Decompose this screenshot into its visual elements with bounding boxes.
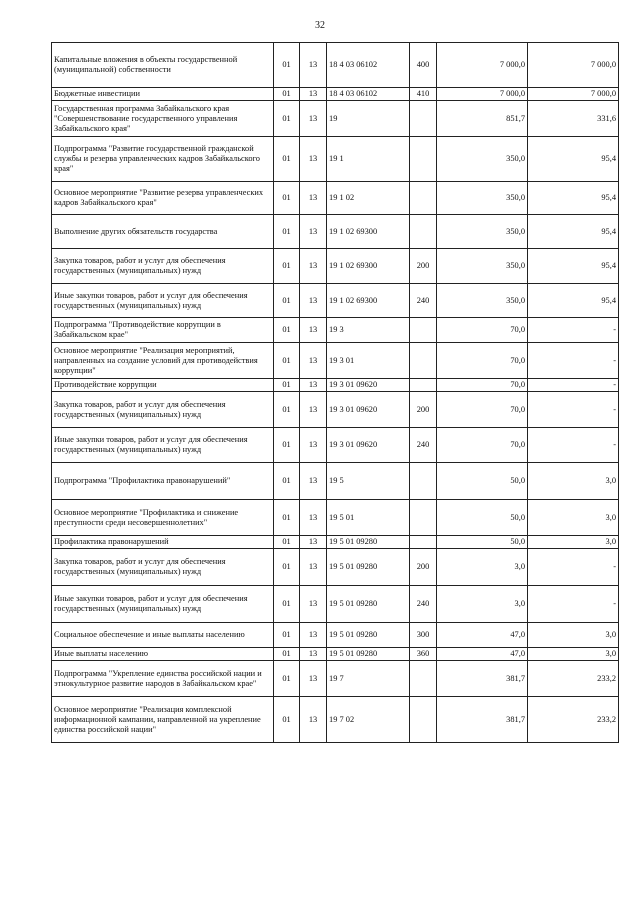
row-name: Основное мероприятие "Профилактика и снижение преступности среди несовершеннолетних" bbox=[52, 500, 274, 536]
row-name: Государственная программа Забайкальского края "Совершенствование государственного управления Забайкальского края" bbox=[52, 101, 274, 137]
row-subsection-code: 13 bbox=[300, 500, 327, 536]
row-sum-first: 381,7 bbox=[437, 661, 528, 697]
row-sum-second: 3,0 bbox=[528, 463, 619, 500]
row-sum-first: 70,0 bbox=[437, 318, 528, 343]
row-expense-type-code bbox=[410, 101, 437, 137]
row-subsection-code: 13 bbox=[300, 428, 327, 463]
row-subsection-code: 13 bbox=[300, 648, 327, 661]
row-section-code: 01 bbox=[274, 428, 300, 463]
row-section-code: 01 bbox=[274, 500, 300, 536]
table-row bbox=[52, 392, 619, 428]
row-expense-type-code bbox=[410, 215, 437, 249]
row-target-article-code: 19 7 bbox=[327, 661, 410, 697]
row-name: Бюджетные инвестиции bbox=[52, 88, 274, 101]
row-section-code: 01 bbox=[274, 648, 300, 661]
row-sum-first: 70,0 bbox=[437, 392, 528, 428]
row-sum-second: 233,2 bbox=[528, 697, 619, 743]
row-sum-first: 70,0 bbox=[437, 428, 528, 463]
row-expense-type-code: 300 bbox=[410, 623, 437, 648]
row-section-code: 01 bbox=[274, 284, 300, 318]
row-sum-first: 3,0 bbox=[437, 586, 528, 623]
row-name: Основное мероприятие "Реализация мероприятий, направленных на создание условий для противодействия коррупции" bbox=[52, 343, 274, 379]
row-name: Капитальные вложения в объекты государственной (муниципальной) собственности bbox=[52, 43, 274, 88]
table-row bbox=[52, 137, 619, 182]
row-target-article-code: 19 3 01 bbox=[327, 343, 410, 379]
row-subsection-code: 13 bbox=[300, 101, 327, 137]
row-subsection-code: 13 bbox=[300, 623, 327, 648]
row-subsection-code: 13 bbox=[300, 536, 327, 549]
row-sum-second: - bbox=[528, 428, 619, 463]
row-target-article-code: 19 5 01 09280 bbox=[327, 623, 410, 648]
row-expense-type-code: 200 bbox=[410, 392, 437, 428]
table-row bbox=[52, 586, 619, 623]
row-name: Подпрограмма "Противодействие коррупции в Забайкальском крае" bbox=[52, 318, 274, 343]
row-expense-type-code: 240 bbox=[410, 284, 437, 318]
table-row bbox=[52, 249, 619, 284]
row-sum-second: 3,0 bbox=[528, 536, 619, 549]
row-subsection-code: 13 bbox=[300, 249, 327, 284]
row-subsection-code: 13 bbox=[300, 43, 327, 88]
row-name: Закупка товаров, работ и услуг для обеспечения государственных (муниципальных) нужд bbox=[52, 549, 274, 586]
row-sum-second: 95,4 bbox=[528, 215, 619, 249]
row-section-code: 01 bbox=[274, 586, 300, 623]
row-target-article-code: 19 1 bbox=[327, 137, 410, 182]
row-subsection-code: 13 bbox=[300, 697, 327, 743]
row-sum-second: 95,4 bbox=[528, 249, 619, 284]
row-expense-type-code bbox=[410, 343, 437, 379]
row-sum-second: 7 000,0 bbox=[528, 88, 619, 101]
table-row bbox=[52, 697, 619, 743]
row-name: Подпрограмма "Развитие государственной гражданской службы и резерва управленческих кадров Забайкальского края" bbox=[52, 137, 274, 182]
row-target-article-code: 19 3 bbox=[327, 318, 410, 343]
row-name: Социальное обеспечение и иные выплаты населению bbox=[52, 623, 274, 648]
table-row bbox=[52, 284, 619, 318]
row-expense-type-code bbox=[410, 137, 437, 182]
row-expense-type-code: 410 bbox=[410, 88, 437, 101]
row-section-code: 01 bbox=[274, 182, 300, 215]
table-row bbox=[52, 343, 619, 379]
row-sum-first: 350,0 bbox=[437, 137, 528, 182]
row-sum-first: 350,0 bbox=[437, 182, 528, 215]
row-sum-first: 50,0 bbox=[437, 463, 528, 500]
row-subsection-code: 13 bbox=[300, 549, 327, 586]
row-expense-type-code: 360 bbox=[410, 648, 437, 661]
row-section-code: 01 bbox=[274, 549, 300, 586]
row-sum-second: - bbox=[528, 343, 619, 379]
row-target-article-code: 19 bbox=[327, 101, 410, 137]
row-sum-second: 95,4 bbox=[528, 182, 619, 215]
row-target-article-code: 19 3 01 09620 bbox=[327, 392, 410, 428]
row-section-code: 01 bbox=[274, 43, 300, 88]
row-section-code: 01 bbox=[274, 215, 300, 249]
row-expense-type-code bbox=[410, 500, 437, 536]
row-sum-second: 3,0 bbox=[528, 648, 619, 661]
row-sum-second: 95,4 bbox=[528, 284, 619, 318]
row-subsection-code: 13 bbox=[300, 661, 327, 697]
row-expense-type-code: 240 bbox=[410, 586, 437, 623]
row-sum-first: 70,0 bbox=[437, 343, 528, 379]
row-sum-first: 47,0 bbox=[437, 623, 528, 648]
row-target-article-code: 19 1 02 69300 bbox=[327, 215, 410, 249]
row-name: Закупка товаров, работ и услуг для обеспечения государственных (муниципальных) нужд bbox=[52, 249, 274, 284]
row-section-code: 01 bbox=[274, 536, 300, 549]
row-target-article-code: 19 5 bbox=[327, 463, 410, 500]
row-section-code: 01 bbox=[274, 623, 300, 648]
table-row bbox=[52, 648, 619, 661]
row-sum-first: 50,0 bbox=[437, 500, 528, 536]
table-row bbox=[52, 623, 619, 648]
row-expense-type-code bbox=[410, 536, 437, 549]
row-target-article-code: 18 4 03 06102 bbox=[327, 88, 410, 101]
row-subsection-code: 13 bbox=[300, 284, 327, 318]
row-section-code: 01 bbox=[274, 661, 300, 697]
row-section-code: 01 bbox=[274, 343, 300, 379]
row-sum-first: 350,0 bbox=[437, 215, 528, 249]
row-target-article-code: 18 4 03 06102 bbox=[327, 43, 410, 88]
row-sum-first: 381,7 bbox=[437, 697, 528, 743]
table-row bbox=[52, 215, 619, 249]
row-sum-second: - bbox=[528, 549, 619, 586]
table-row bbox=[52, 661, 619, 697]
row-sum-first: 350,0 bbox=[437, 249, 528, 284]
table-row bbox=[52, 379, 619, 392]
row-expense-type-code bbox=[410, 697, 437, 743]
row-target-article-code: 19 5 01 09280 bbox=[327, 536, 410, 549]
row-subsection-code: 13 bbox=[300, 463, 327, 500]
row-sum-first: 50,0 bbox=[437, 536, 528, 549]
row-target-article-code: 19 1 02 69300 bbox=[327, 284, 410, 318]
row-subsection-code: 13 bbox=[300, 182, 327, 215]
row-target-article-code: 19 1 02 bbox=[327, 182, 410, 215]
row-target-article-code: 19 5 01 09280 bbox=[327, 586, 410, 623]
row-sum-first: 851,7 bbox=[437, 101, 528, 137]
row-subsection-code: 13 bbox=[300, 215, 327, 249]
row-subsection-code: 13 bbox=[300, 379, 327, 392]
row-name: Иные выплаты населению bbox=[52, 648, 274, 661]
row-sum-second: 95,4 bbox=[528, 137, 619, 182]
row-target-article-code: 19 5 01 09280 bbox=[327, 648, 410, 661]
row-name: Выполнение других обязательств государства bbox=[52, 215, 274, 249]
row-expense-type-code: 240 bbox=[410, 428, 437, 463]
row-sum-first: 47,0 bbox=[437, 648, 528, 661]
table-row bbox=[52, 536, 619, 549]
row-name: Основное мероприятие "Реализация комплексной информационной кампании, направленной на укрепление единства российской нации" bbox=[52, 697, 274, 743]
row-section-code: 01 bbox=[274, 137, 300, 182]
row-sum-first: 350,0 bbox=[437, 284, 528, 318]
row-sum-second: - bbox=[528, 379, 619, 392]
row-sum-second: - bbox=[528, 586, 619, 623]
row-expense-type-code: 200 bbox=[410, 549, 437, 586]
row-section-code: 01 bbox=[274, 318, 300, 343]
row-expense-type-code: 400 bbox=[410, 43, 437, 88]
row-section-code: 01 bbox=[274, 463, 300, 500]
row-name: Иные закупки товаров, работ и услуг для обеспечения государственных (муниципальных) нужд bbox=[52, 284, 274, 318]
row-sum-first: 7 000,0 bbox=[437, 43, 528, 88]
table-row bbox=[52, 43, 619, 88]
row-sum-second: 233,2 bbox=[528, 661, 619, 697]
row-sum-second: 7 000,0 bbox=[528, 43, 619, 88]
row-target-article-code: 19 3 01 09620 bbox=[327, 428, 410, 463]
row-target-article-code: 19 5 01 09280 bbox=[327, 549, 410, 586]
row-target-article-code: 19 7 02 bbox=[327, 697, 410, 743]
row-sum-second: 331,6 bbox=[528, 101, 619, 137]
row-expense-type-code bbox=[410, 463, 437, 500]
row-sum-first: 7 000,0 bbox=[437, 88, 528, 101]
row-expense-type-code bbox=[410, 318, 437, 343]
table-row bbox=[52, 549, 619, 586]
page-number: 32 bbox=[315, 20, 325, 31]
row-name: Основное мероприятие "Развитие резерва управленческих кадров Забайкальского края" bbox=[52, 182, 274, 215]
row-sum-second: - bbox=[528, 318, 619, 343]
row-name: Иные закупки товаров, работ и услуг для обеспечения государственных (муниципальных) нужд bbox=[52, 428, 274, 463]
row-target-article-code: 19 3 01 09620 bbox=[327, 379, 410, 392]
row-name: Закупка товаров, работ и услуг для обеспечения государственных (муниципальных) нужд bbox=[52, 392, 274, 428]
row-section-code: 01 bbox=[274, 379, 300, 392]
row-expense-type-code bbox=[410, 182, 437, 215]
row-sum-second: 3,0 bbox=[528, 500, 619, 536]
row-section-code: 01 bbox=[274, 392, 300, 428]
row-section-code: 01 bbox=[274, 101, 300, 137]
row-name: Профилактика правонарушений bbox=[52, 536, 274, 549]
table-row bbox=[52, 428, 619, 463]
row-expense-type-code bbox=[410, 379, 437, 392]
row-expense-type-code: 200 bbox=[410, 249, 437, 284]
table-row bbox=[52, 182, 619, 215]
table-row bbox=[52, 463, 619, 500]
table-row bbox=[52, 88, 619, 101]
row-expense-type-code bbox=[410, 661, 437, 697]
row-sum-first: 3,0 bbox=[437, 549, 528, 586]
row-sum-first: 70,0 bbox=[437, 379, 528, 392]
budget-table bbox=[51, 42, 619, 743]
row-sum-second: - bbox=[528, 392, 619, 428]
row-subsection-code: 13 bbox=[300, 392, 327, 428]
table-row bbox=[52, 500, 619, 536]
row-name: Подпрограмма "Укрепление единства российской нации и этнокультурное развитие народов в Забайкальском крае" bbox=[52, 661, 274, 697]
row-section-code: 01 bbox=[274, 697, 300, 743]
row-name: Подпрограмма "Профилактика правонарушений" bbox=[52, 463, 274, 500]
row-subsection-code: 13 bbox=[300, 88, 327, 101]
row-subsection-code: 13 bbox=[300, 318, 327, 343]
row-subsection-code: 13 bbox=[300, 137, 327, 182]
row-subsection-code: 13 bbox=[300, 343, 327, 379]
row-target-article-code: 19 1 02 69300 bbox=[327, 249, 410, 284]
row-section-code: 01 bbox=[274, 249, 300, 284]
table-row bbox=[52, 318, 619, 343]
row-target-article-code: 19 5 01 bbox=[327, 500, 410, 536]
row-name: Иные закупки товаров, работ и услуг для обеспечения государственных (муниципальных) нужд bbox=[52, 586, 274, 623]
row-sum-second: 3,0 bbox=[528, 623, 619, 648]
row-subsection-code: 13 bbox=[300, 586, 327, 623]
table-row bbox=[52, 101, 619, 137]
row-name: Противодействие коррупции bbox=[52, 379, 274, 392]
row-section-code: 01 bbox=[274, 88, 300, 101]
